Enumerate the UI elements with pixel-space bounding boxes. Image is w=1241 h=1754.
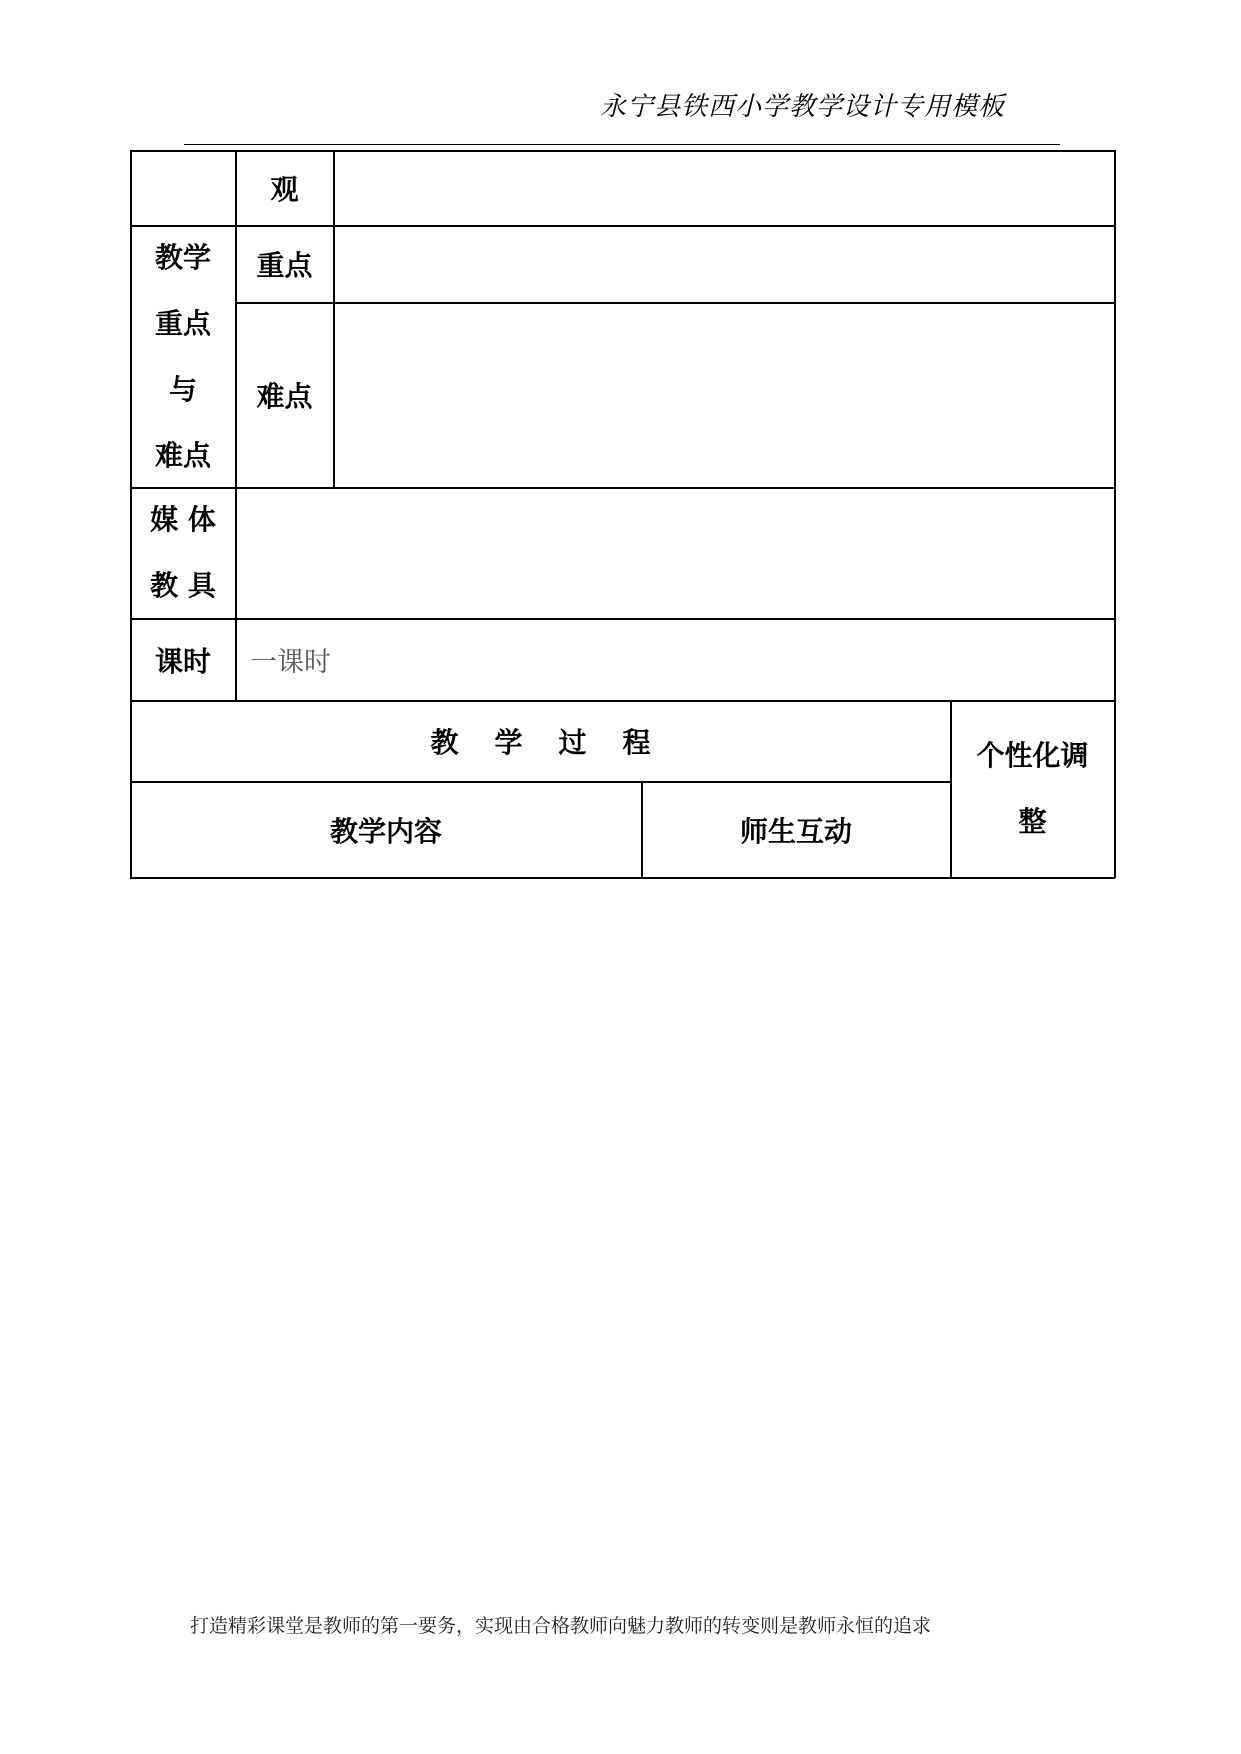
media-label-line: 教 具 <box>150 569 216 602</box>
focus-group-label-line: 与 <box>168 372 197 406</box>
media-value[interactable] <box>236 488 1114 618</box>
personal-adjustment-header <box>951 701 1114 877</box>
media-label <box>131 488 235 618</box>
guan-label: 观 <box>270 173 299 206</box>
table-border-bottom <box>130 877 1115 879</box>
focus-group-label <box>131 226 235 487</box>
focus-group-label-line: 教学 <box>154 240 211 274</box>
teacher-student-interaction-header: 师生互动 <box>739 814 852 848</box>
process-title-char: 学 <box>494 726 523 759</box>
template-title: 永宁县铁西小学教学设计专用模板 <box>600 92 1006 122</box>
process-title-char: 程 <box>622 726 651 759</box>
period-value[interactable]: 一课时 <box>250 647 331 678</box>
teaching-content-header: 教学内容 <box>329 814 442 848</box>
table-border-right <box>1114 150 1116 878</box>
header-divider <box>184 144 1060 145</box>
media-label-line: 媒 体 <box>150 503 216 536</box>
focus-group-label-line: 重点 <box>154 306 211 340</box>
personal-adjustment-line: 个性化调 <box>976 739 1089 772</box>
process-title-char: 教 <box>430 726 459 759</box>
footer-motto: 打造精彩课堂是教师的第一要务，实现由合格教师向魅力教师的转变则是教师永恒的追求 <box>190 1615 932 1637</box>
key-point-label: 重点 <box>256 249 313 282</box>
process-title-char: 过 <box>558 726 587 759</box>
key-point-value[interactable] <box>334 226 1114 302</box>
focus-group-label-line: 难点 <box>154 438 211 472</box>
difficulty-label: 难点 <box>256 380 313 413</box>
guan-value[interactable] <box>334 151 1114 225</box>
teaching-process-title <box>131 701 950 781</box>
difficulty-value[interactable] <box>334 303 1114 487</box>
period-label: 课时 <box>154 644 211 678</box>
personal-adjustment-line: 整 <box>1018 805 1047 838</box>
